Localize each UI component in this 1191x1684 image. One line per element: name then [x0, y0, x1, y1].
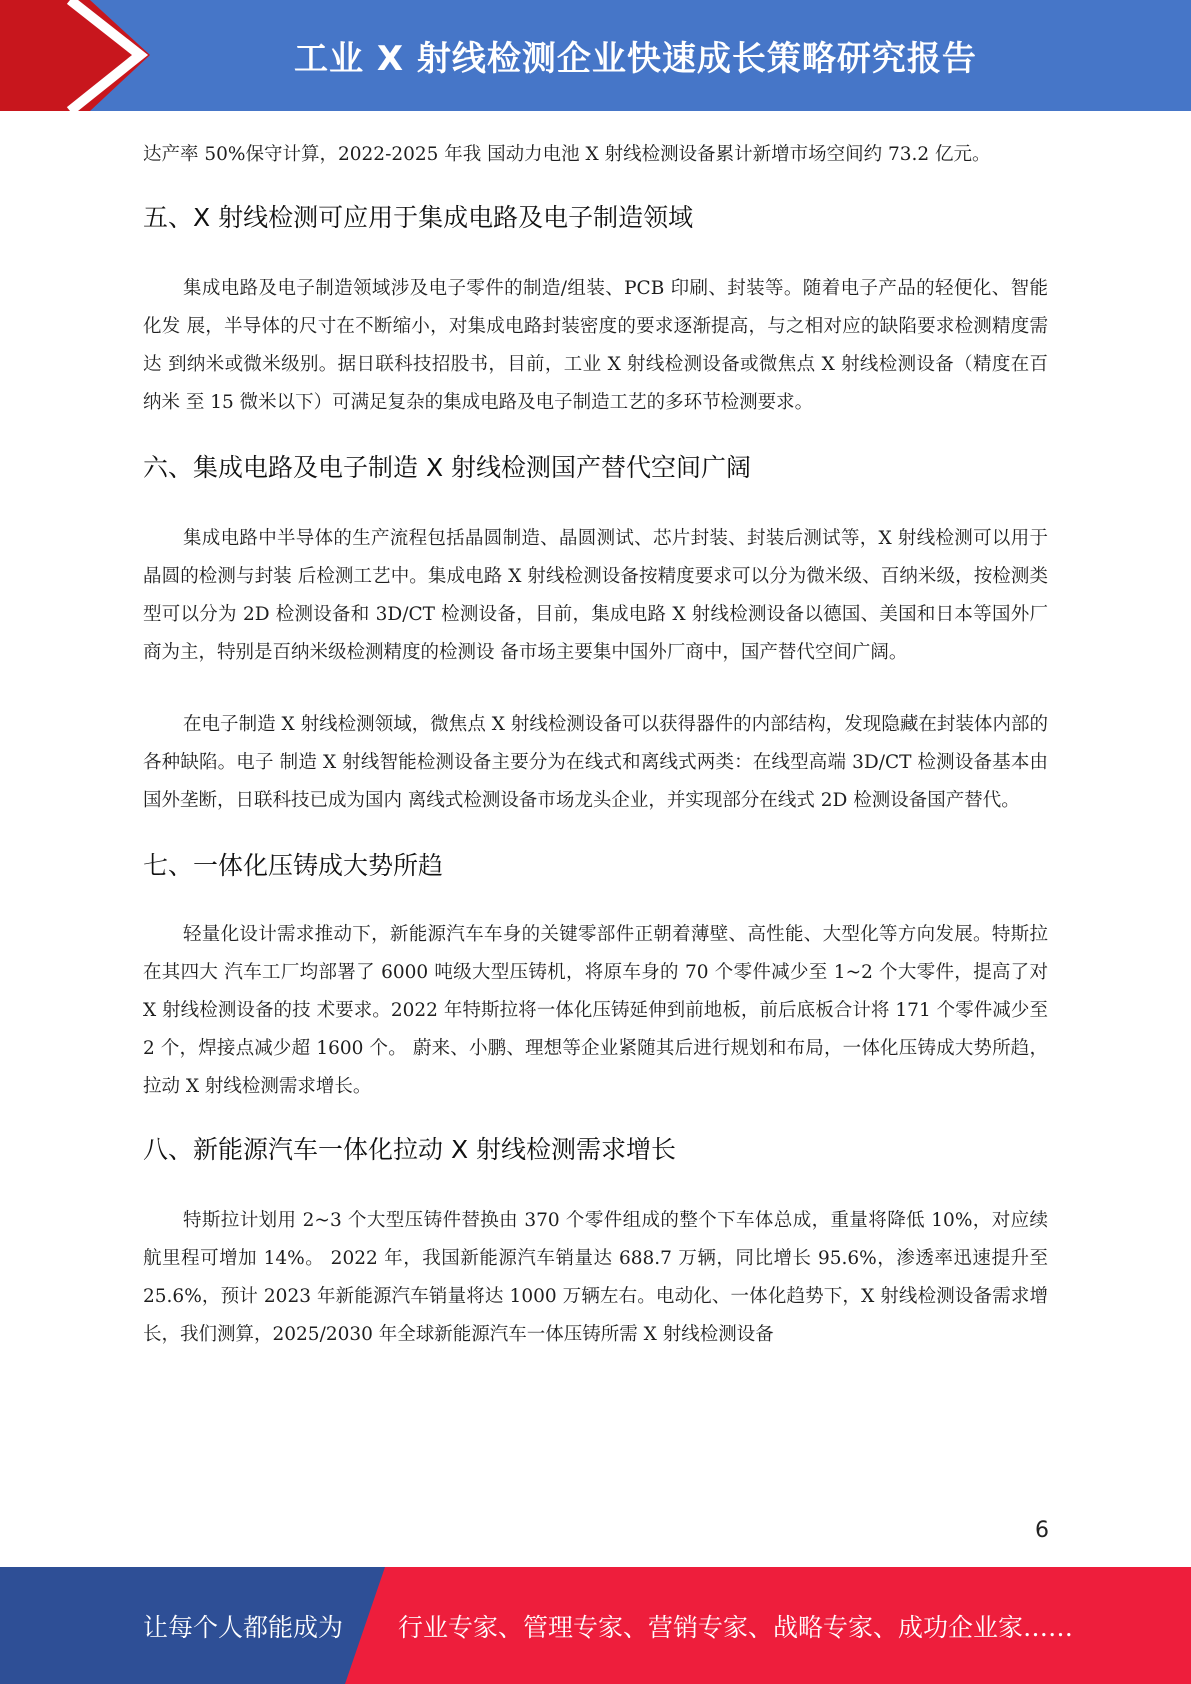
chevron-arrow-icon: [0, 0, 160, 111]
page-number: 6: [1035, 1518, 1049, 1543]
page-header: [0, 0, 1191, 111]
section-7-paragraph: 轻量化设计需求推动下，新能源汽车车身的关键零部件正朝着薄壁、高性能、大型化等方向发展。特斯拉在其四大 汽车工厂均部署了 6000 吨级大型压铸机，将原车身的 70 个零件减少至 1~2 个大零件，提高了对 X 射线检测设备的技 术要求。2022 年特斯拉将一体化压铸延伸到前地板，前后底板合计将 171 个零件减少至 2 个，焊接点减少超 1600 个。 蔚来、小鹏、理想等企业紧随其后进行规划和布局，一体化压铸成大势所趋，拉动 X 射线检测需求增长。: [143, 924, 1048, 1097]
document-body: [143, 136, 1048, 1354]
section-8-paragraph: 特斯拉计划用 2~3 个大型压铸件替换由 370 个零件组成的整个下车体总成，重量将降低 10%，对应续航里程可增加 14%。 2022 年，我国新能源汽车销量达 688.7 万辆，同比增长 95.6%，渗透率迅速提升至 25.6%，预计 2023 年新能源汽车销量将达 1000 万辆左右。电动化、一体化趋势下，X 射线检测设备需求增长，我们测算，2025/2030 年全球新能源汽车一体压铸所需 X 射线检测设备: [143, 1210, 1049, 1345]
section-6-paragraph-2: 在电子制造 X 射线检测领域，微焦点 X 射线检测设备可以获得器件的内部结构，发现隐藏在封装体内部的各种缺陷。电子 制造 X 射线智能检测设备主要分为在线式和离线式两类：在线型高端 3D/CT 检测设备基本由国外垄断，日联科技已成为国内 离线式检测设备市场龙头企业，并实现部分在线式 2D 检测设备国产替代。: [143, 714, 1048, 811]
section-5-heading: 五、X 射线检测可应用于集成电路及电子制造领域: [143, 203, 694, 232]
section-6-paragraph-1: 集成电路中半导体的生产流程包括晶圆制造、晶圆测试、芯片封装、封装后测试等，X 射线检测可以用于晶圆的检测与封装 后检测工艺中。集成电路 X 射线检测设备按精度要求可以分为微米级、百纳米级，按检测类型可以分为 2D 检测设备和 3D/CT 检测设备，目前，集成电路 X 射线检测设备以德国、美国和日本等国外厂商为主，特别是百纳米级检测精度的检测设 备市场主要集中国外厂商中，国产替代空间广阔。: [143, 528, 1048, 663]
page-footer: [0, 1567, 1191, 1684]
section-8-heading: 八、新能源汽车一体化拉动 X 射线检测需求增长: [143, 1135, 677, 1164]
section-7-heading: 七、一体化压铸成大势所趋: [143, 851, 444, 880]
intro-paragraph: 达产率 50%保守计算，2022-2025 年我 国动力电池 X 射线检测设备累计新增市场空间约 73.2 亿元。: [143, 144, 991, 165]
section-5-paragraph: 集成电路及电子制造领域涉及电子零件的制造/组装、PCB 印刷、封装等。随着电子产品的轻便化、智能化发 展，半导体的尺寸在不断缩小，对集成电路封装密度的要求逐渐提高，与之相对应的缺陷要求检测精度需达 到纳米或微米级别。据日联科技招股书，目前，工业 X 射线检测设备或微焦点 X 射线检测设备（精度在百纳米 至 15 微米以下）可满足复杂的集成电路及电子制造工艺的多环节检测要求。: [143, 278, 1048, 413]
footer-slogan-right: 行业专家、管理专家、营销专家、战略专家、成功企业家……: [398, 1612, 1074, 1642]
report-title: 工业 X 射线检测企业快速成长策略研究报告: [294, 39, 977, 79]
footer-slogan-left: 让每个人都能成为: [143, 1612, 344, 1642]
section-6-heading: 六、集成电路及电子制造 X 射线检测国产替代空间广阔: [143, 453, 752, 482]
